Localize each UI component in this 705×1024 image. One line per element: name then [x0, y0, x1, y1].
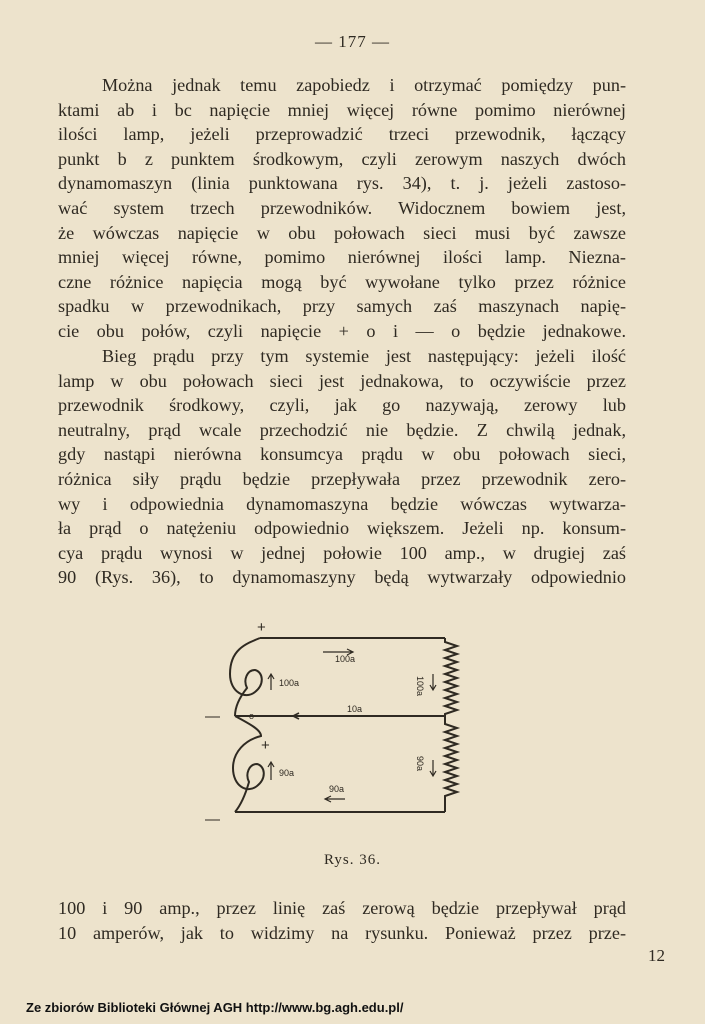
- circuit-diagram: [195, 612, 495, 840]
- zero-label: o: [249, 711, 255, 721]
- lower-load-resistor: [445, 716, 457, 812]
- arrow-top-dynamo: [268, 674, 274, 690]
- text-line: ła prąd o natężeniu odpowiednio większem. Jeżeli np. konsum-: [58, 518, 626, 539]
- label-top-load: 100a: [415, 676, 425, 697]
- text-line: spadku w przewodnikach, przy samych zaś maszynach napię-: [58, 296, 626, 317]
- arrow-bottom-dynamo: [268, 762, 274, 780]
- text-line: wać system trzech przewodników. Widocznem bowiem jest,: [58, 197, 626, 218]
- label-neutral: 10a: [347, 704, 363, 714]
- upper-dynamo-coil: [230, 638, 262, 716]
- text-line: neutralny, prąd wcale przechodzić nie będzie. Z chwilą jednak,: [58, 419, 626, 440]
- text-line: ilości lamp, jeżeli przeprowadzić trzeci przewodnik, łączący: [58, 124, 626, 145]
- text-line: 90 (Rys. 36), to dynamomaszyny będą wytwarzały odpowiednio: [58, 567, 626, 588]
- text-line: czne różnice napięcia mogą być wywołane tylko przez różnice: [58, 271, 626, 292]
- plus-top-label: +: [257, 619, 266, 636]
- text-line: przewodnik środkowy, czyli, jak go nazywają, zerowy lub: [58, 395, 626, 416]
- text-line: lamp w obu połowach sieci jest jednakowa, to oczywiście przez: [58, 370, 626, 391]
- page-header: — 177 —: [315, 32, 390, 51]
- label-bottom-load: 90a: [415, 756, 425, 772]
- plus-mid-label: +: [261, 737, 270, 754]
- text-line: dynamomaszyn (linia punktowana rys. 34), t. j. jeżeli zastoso-: [58, 173, 626, 194]
- arrow-bottom-wire: [325, 796, 345, 802]
- label-bottom-wire: 90a: [329, 784, 345, 794]
- text-line: gdy nastąpi nierówna konsumcya prądu w obu połowach sieci,: [58, 444, 626, 465]
- lower-dynamo-coil: [233, 716, 264, 812]
- arrow-top-load: [430, 674, 436, 690]
- library-footer: Ze zbiorów Biblioteki Głównej AGH http://www.bg.agh.edu.pl/: [26, 1000, 404, 1015]
- minus-bottom-label: —: [205, 811, 220, 828]
- upper-load-resistor: [445, 638, 457, 716]
- text-line: wy i odpowiednia dynamomaszyna będzie wówczas wytwarza-: [58, 493, 626, 514]
- figure-caption: Rys. 36.: [324, 852, 381, 868]
- text-line: że wówczas napięcie w obu połowach sieci musi być zawsze: [58, 222, 626, 243]
- paragraph-2: [58, 344, 626, 590]
- text-line: ktami ab i bc napięcie mniej więcej równe pomimo nierównej: [58, 99, 626, 120]
- text-line: Można jednak temu zapobiedz i otrzymać pomiędzy pun-: [102, 75, 626, 95]
- sheet-number: 12: [648, 946, 665, 965]
- text-line: Bieg prądu przy tym systemie jest następujący: jeżeli ilość: [102, 346, 626, 366]
- text-line: 10 amperów, jak to widzimy na rysunku. Ponieważ przez prze-: [58, 922, 626, 943]
- label-bottom-dynamo: 90a: [279, 768, 295, 778]
- text-line: mniej więcej równe, pomimo nierównej ilości lamp. Niezna-: [58, 247, 626, 268]
- text-line: różnica siły prądu będzie przepływała przez przewodnik zero-: [58, 468, 626, 489]
- paragraph-3: [58, 896, 626, 945]
- text-line: cie obu połów, czyli napięcie + o i — o będzie jednakowe.: [58, 320, 626, 341]
- label-top-dynamo: 100a: [279, 678, 300, 688]
- arrow-bottom-load: [430, 760, 436, 776]
- text-line: 100 i 90 amp., przez linię zaś zerową będzie przepływał prąd: [58, 898, 626, 918]
- paragraph-1: [58, 73, 626, 344]
- text-line: cya prądu wynosi w jednej połowie 100 amp., w drugiej zaś: [58, 542, 626, 563]
- arrow-neutral: [293, 713, 305, 719]
- text-line: punkt b z punktem środkowym, czyli zerowym naszych dwóch: [58, 148, 626, 169]
- minus-mid-label: —: [205, 708, 220, 725]
- label-top-wire: 100a: [335, 654, 356, 664]
